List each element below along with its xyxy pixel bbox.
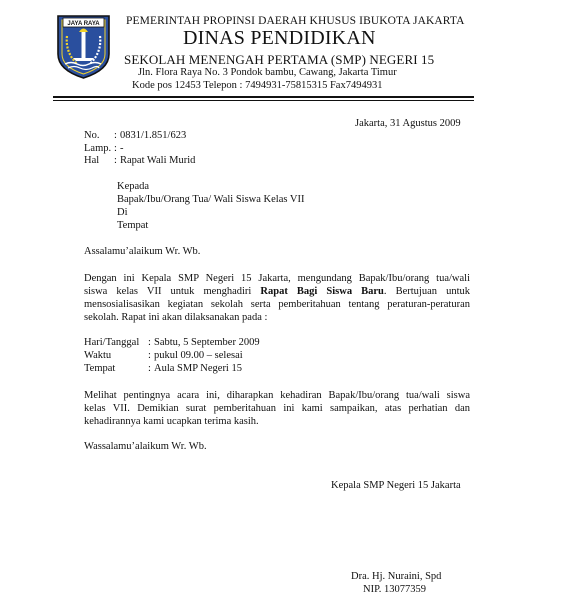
event-separator: : [148, 363, 151, 374]
event-separator: : [148, 337, 151, 348]
event-label: Hari/Tanggal [84, 337, 140, 348]
meeting-name: Rapat Bagi Siswa Baru [260, 286, 384, 297]
event-place: Aula SMP Negeri 15 [154, 363, 242, 374]
jakarta-emblem-logo [55, 14, 112, 80]
closing-paragraph [84, 389, 470, 428]
meta-separator: : [114, 130, 117, 141]
meta-separator: : [114, 143, 117, 154]
header-rule-thick [53, 96, 474, 98]
signatory-title: Kepala SMP Negeri 15 Jakarta [331, 480, 461, 491]
paragraph-line: kehadirannya kami ucapkan terima kasih. [84, 416, 259, 427]
event-label: Tempat [84, 363, 116, 374]
school-name: SEKOLAH MENENGAH PERTAMA (SMP) NEGERI 15 [124, 52, 435, 67]
school-address: Jln. Flora Raya No. 3 Pondok bambu, Cawang, Jakarta Timur [138, 67, 397, 78]
paragraph-line: mensosialisasikan kegiatan sekolah serta pemberitahuan tentang peraturan-peraturan [84, 299, 470, 310]
letter-number: 0831/1.851/623 [120, 130, 187, 141]
meta-separator: : [114, 155, 117, 166]
paragraph-line: Dengan ini Kepala SMP Negeri 15 Jakarta, mengundang Bapak/Ibu/orang tua/wali [84, 273, 470, 284]
paragraph-line: kelas VII. Demikian surat pemberitahuan ini kami sampaikan, atas perhatian dan [84, 403, 470, 414]
invitation-paragraph [84, 272, 470, 324]
letter-attachment: - [120, 143, 124, 154]
greeting: Assalamu’alaikum Wr. Wb. [84, 246, 201, 257]
recipient-line: Bapak/Ibu/Orang Tua/ Wali Siswa Kelas VII [117, 194, 305, 205]
event-time: pukul 09.00 – selesai [154, 350, 243, 361]
meta-label: No. [84, 130, 100, 141]
event-date: Sabtu, 5 September 2009 [154, 337, 260, 348]
header-rule-thin [53, 100, 474, 101]
paragraph-line: siswa kelas VII untuk menghadiri Rapat Bagi Siswa Baru. Bertujuan untuk [84, 286, 471, 297]
recipient-line: Di [117, 207, 128, 218]
meta-label: Lamp. [84, 143, 112, 154]
place-date: Jakarta, 31 Agustus 2009 [355, 118, 461, 129]
paragraph-line: Melihat pentingnya acara ini, diharapkan kehadiran Bapak/Ibu/orang tua/wali siswa [84, 390, 470, 401]
signatory-name: Dra. Hj. Nuraini, Spd [351, 571, 442, 582]
recipient-line: Tempat [117, 220, 149, 231]
school-contact: Kode pos 12453 Telepon : 7494931-75815315 Fax7494931 [132, 80, 383, 91]
signatory-nip: NIP. 13077359 [363, 584, 427, 595]
paragraph-line: sekolah. Rapat ini akan dilaksanakan pada : [84, 312, 268, 323]
closing-salutation: Wassalamu’alaikum Wr. Wb. [84, 441, 207, 452]
logo-text: JAYA RAYA [67, 21, 100, 27]
government-name: PEMERINTAH PROPINSI DAERAH KHUSUS IBUKOTA JAKARTA [126, 15, 465, 27]
recipient-line: Kepada [117, 181, 150, 192]
department-name: DINAS PENDIDIKAN [183, 27, 376, 49]
letter-subject: Rapat Wali Murid [120, 155, 196, 166]
event-label: Waktu [84, 350, 112, 361]
meta-label: Hal [84, 155, 100, 166]
event-separator: : [148, 350, 151, 361]
